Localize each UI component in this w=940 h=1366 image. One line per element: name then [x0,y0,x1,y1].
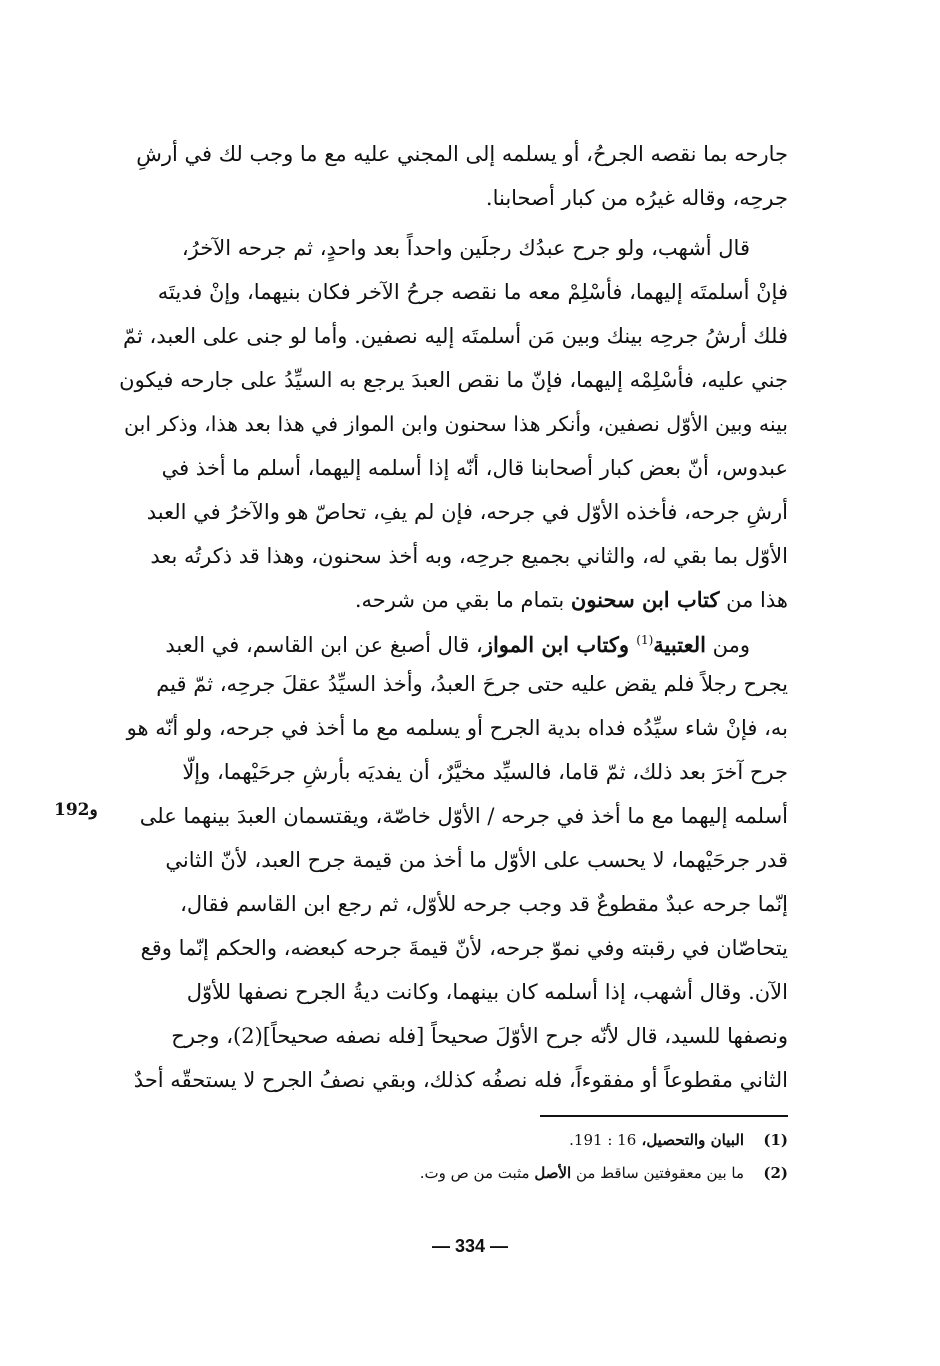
page-number: — 334 — [431,1236,509,1256]
text-line: فإنْ أسلمتَه إليهما، فأسْلِمْ معه ما نقصه جرحُ الآخر فكان بنيهما، وإنْ فديتَه [157,280,788,304]
text-line: أرشِ جرحه، فأخذه الأوّل في جرحه، فإن لم يفِ، تحاصّ هو والآخرُ في العبد [146,500,788,524]
text-line: قال أشهب، ولو جرح عبدُك رجلَين واحداً بعد واحدٍ، ثم جرحه الآخرُ، [181,236,750,260]
text-line: جارحه بما نقصه الجرحُ، أو يسلمه إلى المجني عليه مع ما وجب لك في أرشِ [136,142,788,166]
footnote-text: 16 : 191. [569,1131,637,1149]
footnote-number: (2) [763,1164,788,1182]
text-line: يتحاصّان في رقبته وفي نموّ جرحه، لأنّ قيمةَ جرحه كبعضه، والحكم إنّما وقع [140,936,788,960]
text-line: الثاني مقطوعاً أو مفقوءاً، فله نصفُه كذلك، وبقي نصفُ الجرح لا يستحقّه أحدٌ [133,1068,788,1092]
text-line: فلك أرشُ جرحِه بينك وبين مَن أسلمتَه إليه نصفين. وأما لو جنى على العبد، ثمّ [123,324,788,348]
text-run: ومن [705,633,750,657]
footnote-2 [148,1160,788,1186]
text-line: جني عليه، فأسْلِمْه إليهما، فإنّ ما نقص العبدَ يرجع به السيِّدُ على جارحه فيكون [119,368,788,392]
footnote-source: البيان والتحصيل، [636,1131,744,1149]
text-line [118,578,788,622]
text-run: ، قال أصبغ عن ابن القاسم، في العبد [165,633,483,657]
text-run: بتمام ما بقي من شرحه. [354,588,571,612]
footnote-text: مثبت من ص وت. [419,1164,535,1182]
text-line: بينه وبين الأوّل نصفين، وأنكر هذا سحنون وابن المواز في هذا بعد هذا، وذكر ابن [124,412,788,436]
paragraph-2 [118,226,788,622]
footnote-marker: (1) [636,633,654,647]
text-line: عبدوس، أنّ بعض كبار أصحابنا قال، أنّه إذا أسلمه إليهما، أسلم ما أخذ في [161,456,788,480]
text-line: ونصفها للسيد، قال لأنّه جرح الأوّلَ صحيحاً [فله نصفه صحيحاً](2)، وجرح [171,1024,788,1048]
margin-folio-note: 192و [54,800,98,820]
paragraph-1 [118,132,788,220]
text-run: هذا من [719,588,788,612]
footnote-number: (1) [763,1131,788,1149]
text-line: يجرح رجلاً فلم يقض عليه حتى جرحَ العبدُ، وأخذ السيِّدُ عقلَ جرحِه، ثمّ قيم [156,672,788,696]
book-title-reference: وكتاب ابن المواز [482,632,637,657]
text-line: إنّما جرحه عبدٌ مقطوعٌ قد وجب جرحه للأوّل، ثم رجع ابن القاسم فقال، [180,892,788,916]
footnote-emphasis: الأصل [534,1164,572,1182]
footnote-1 [148,1127,788,1153]
book-title-reference: العتبية [653,632,706,657]
text-line: الآن. وقال أشهب، إذا أسلمه كان بينهما، وكانت ديةُ الجرح نصفها للأوّل [186,980,788,1004]
book-title-reference: كتاب ابن سحنون [570,587,720,612]
text-line: جرحِه، وقاله غيرُه من كبار أصحابنا. [485,186,788,210]
paragraph-3 [118,618,788,1102]
text-line: جرح آخرَ بعد ذلك، ثمّ قاما، فالسيِّد مخيَّرٌ، أن يفديَه بأرشِ جرحَيْهما، وإلّا [182,760,788,784]
footnote-divider [540,1115,788,1117]
text-line [118,618,788,662]
footnote-text: ما بين معقوفتين ساقط من [571,1164,744,1182]
text-line: الأوّل بما بقي له، والثاني بجميع جرحِه، وبه أخذ سحنون، وهذا قد ذكرتُه بعد [150,544,788,568]
text-line: قدر جرحَيْهما، لا يحسب على الأوّل ما أخذ من قيمة جرح العبد، لأنّ الثاني [165,848,788,872]
text-line: أسلمه إليهما مع ما أخذ في جرحه / الأوّل خاصّة، ويقتسمان العبدَ بينهما على [139,804,788,828]
text-line: به، فإنْ شاء سيِّدُه فداه بدية الجرح أو يسلمه مع ما أخذ في جرحه، ولو أنّه هو [126,716,788,740]
